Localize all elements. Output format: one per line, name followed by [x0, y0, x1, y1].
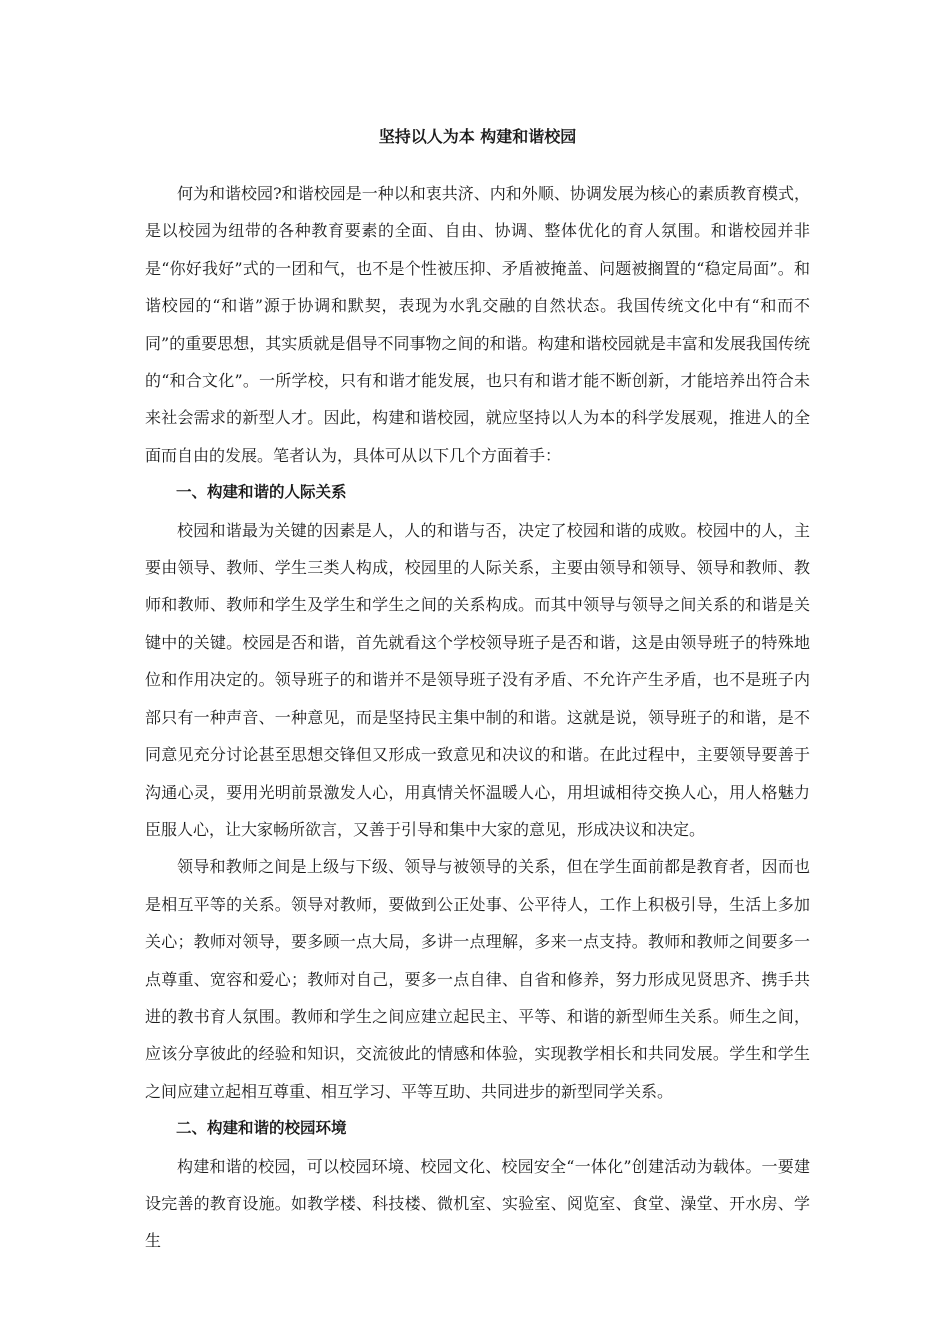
- section-1-heading: 一、构建和谐的人际关系: [176, 483, 347, 502]
- section-2-paragraph-1: 构建和谐的校园，可以校园环境、校园文化、校园安全“一体化”创建活动为载体。一要建设完善的教育设施。如教学楼、科技楼、微机室、实验室、阅览室、食堂、澡堂、开水房、学生: [145, 1156, 810, 1251]
- section-1-paragraph-1: 校园和谐最为关键的因素是人，人的和谐与否，决定了校园和谐的成败。校园中的人，主要由领导、教师、学生三类人构成，校园里的人际关系，主要由领导和领导、领导和教师、教师和教师、教师和学生及学生和学生之间的关系构成。而其中领导与领导之间关系的和谐是关键中的关键。校园是否和谐，首先就看这个学校领导班子是否和谐，这是由领导班子的特殊地位和作用决定的。领导班子的和谐并不是领导班子没有矛盾、不允许产生矛盾，也不是班子内部只有一种声音、一种意见，而是坚持民主集中制的和谐。这就是说，领导班子的和谐，是不同意见充分讨论甚至思想交锋但又形成一致意见和决议的和谐。在此过程中，主要领导要善于沟通心灵，要用光明前景激发人心，用真情关怀温暖人心，用坦诚相待交换人心，用人格魅力臣服人心，让大家畅所欲言，又善于引导和集中大家的意见，形成决议和决定。: [145, 520, 810, 839]
- document-title: 坚持以人为本 构建和谐校园: [378, 127, 577, 146]
- section-2-heading: 二、构建和谐的校园环境: [176, 1119, 347, 1138]
- intro-paragraph: 何为和谐校园?和谐校园是一种以和衷共济、内和外顺、协调发展为核心的素质教育模式，是以校园为纽带的各种教育要素的全面、自由、协调、整体优化的育人氛围。和谐校园并非是“你好我好”式的一团和气，也不是个性被压抑、矛盾被掩盖、问题被搁置的“稳定局面”。和谐校园的“和谐”源于协调和默契，表现为水乳交融的自然状态。我国传统文化中有“和而不同”的重要思想，其实质就是倡导不同事物之间的和谐。构建和谐校园就是丰富和发展我国传统的“和合文化”。一所学校，只有和谐才能发展，也只有和谐才能不断创新，才能培养出符合未来社会需求的新型人才。因此，构建和谐校园，就应坚持以人为本的科学发展观，推进人的全面而自由的发展。笔者认为，具体可从以下几个方面着手：: [145, 184, 810, 465]
- section-1-paragraph-2: 领导和教师之间是上级与下级、领导与被领导的关系，但在学生面前都是教育者，因而也是相互平等的关系。领导对教师，要做到公正处事、公平待人，工作上积极引导，生活上多加关心；教师对领导，要多顾一点大局，多讲一点理解，多来一点支持。教师和教师之间要多一点尊重、宽容和爱心；教师对自己，要多一点自律、自省和修养，努力形成见贤思齐、携手共进的教书育人氛围。教师和学生之间应建立起民主、平等、和谐的新型师生关系。师生之间，应该分享彼此的经验和知识，交流彼此的情感和体验，实现教学相长和共同发展。学生和学生之间应建立起相互尊重、相互学习、平等互助、共同进步的新型同学关系。: [145, 857, 810, 1101]
- document-page: [145, 125, 810, 1260]
